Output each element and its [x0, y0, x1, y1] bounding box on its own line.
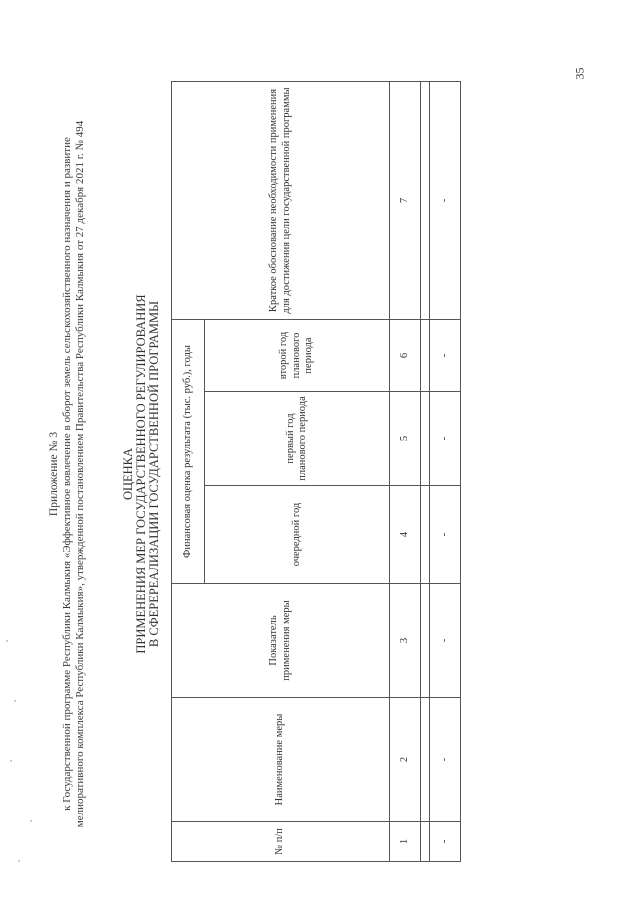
header-measure-name: Наименование меры — [172, 698, 390, 822]
header-second-plan-year: второй год планового периода — [205, 320, 390, 392]
page-number: 35 — [572, 67, 587, 80]
scan-speck — [30, 820, 32, 822]
table-cell: - — [430, 320, 461, 392]
column-number-row — [390, 82, 421, 862]
header-first-plan-year: первый год планового периода — [205, 392, 390, 486]
scan-speck — [6, 640, 8, 642]
column-number: 3 — [390, 584, 421, 698]
header-num: № п/п — [172, 822, 390, 862]
column-number: 7 — [390, 82, 421, 320]
column-number: 1 — [390, 822, 421, 862]
header-justification: Краткое обоснование необходимости применения для достижения цели государственной программы — [172, 82, 390, 320]
document-title-line-1: ОЦЕНКА — [121, 447, 135, 501]
document-title-line-3: В СФЕРЕРЕАЛИЗАЦИИ ГОСУДАРСТВЕННОЙ ПРОГРАММЫ — [147, 300, 161, 648]
appendix-line-1: к Государственной программе Республики Калмыкия «Эффективное вовлечение в оборот земель сельскохозяйственного назначения и развитие — [61, 137, 73, 811]
table-cell: - — [430, 82, 461, 320]
header-current-year: очередной год — [205, 486, 390, 584]
table-cell: - — [430, 698, 461, 822]
table-cell: - — [430, 584, 461, 698]
table-row — [430, 82, 461, 862]
scan-speck — [10, 760, 12, 762]
header-financial-group: Финансовая оценка результата (тыс. руб.), годы — [172, 320, 205, 584]
column-number: 4 — [390, 486, 421, 584]
header-indicator: Показатель применения меры — [172, 584, 390, 698]
table-cell: - — [430, 486, 461, 584]
table-cell: - — [430, 392, 461, 486]
appendix-title: Приложение № 3 — [48, 431, 60, 517]
scan-speck — [18, 860, 20, 862]
scan-speck — [14, 700, 16, 702]
column-number: 6 — [390, 320, 421, 392]
column-number: 2 — [390, 698, 421, 822]
assessment-table — [171, 81, 461, 862]
spacer-row — [421, 82, 430, 862]
document-title — [122, 84, 161, 864]
appendix-line-2: мелиоративного комплекса Республики Калмыкия», утвержденной постановлением Правительства Республики Калмыкия от 27 декабря 2021 г. № 494 — [74, 120, 86, 828]
table-cell: - — [430, 822, 461, 862]
rotated-page-content — [20, 64, 620, 884]
document-title-line-2: ПРИМЕНЕНИЯ МЕР ГОСУДАРСТВЕННОГО РЕГУЛИРОВАНИЯ — [134, 294, 148, 654]
table-header-row — [172, 82, 205, 862]
column-number: 5 — [390, 392, 421, 486]
appendix-header — [48, 84, 87, 864]
